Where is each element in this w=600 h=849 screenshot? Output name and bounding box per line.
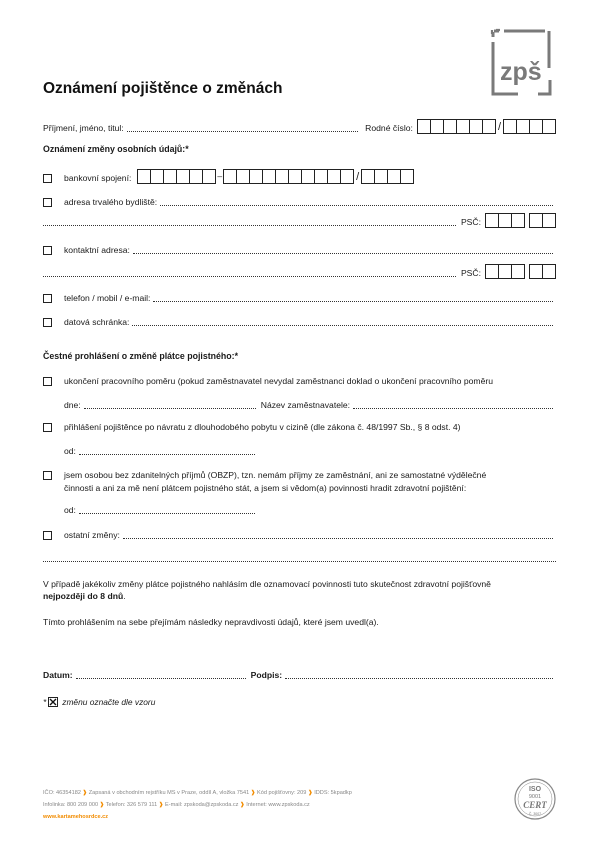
bank-prefix-boxes[interactable] xyxy=(137,169,216,184)
address-label: adresa trvalého bydliště: xyxy=(64,197,158,207)
obzp-text-line2: činnosti a ani za mě není plátcem pojistného stát, a jsem si vědom(a) povinnosti hradit zdravotní pojištění: xyxy=(64,483,467,493)
termination-detail-row xyxy=(64,400,556,411)
notice-line1: V případě jakékoliv změny plátce pojistného nahlásím dle oznamovací povinnosti tuto skutečnost zdravotní pojišťovně xyxy=(43,579,491,589)
notice-end: . xyxy=(123,591,126,601)
contact-psc-label: PSČ: xyxy=(460,268,481,278)
termination-checkbox[interactable] xyxy=(43,377,52,386)
phone-label: telefon / mobil / e-mail: xyxy=(64,293,151,303)
name-label: Příjmení, jméno, titul: xyxy=(43,123,124,133)
termination-date-label: dne: xyxy=(64,400,81,410)
contact-field-2[interactable] xyxy=(43,269,456,277)
return-row xyxy=(43,422,556,433)
footer-line-3 xyxy=(43,812,108,822)
address-row-2 xyxy=(43,213,556,228)
return-from-label: od: xyxy=(64,446,76,456)
contact-checkbox[interactable] xyxy=(43,246,52,255)
iso-text: ISO xyxy=(528,786,542,793)
phone-checkbox[interactable] xyxy=(43,294,52,303)
sample-checked-icon xyxy=(48,697,58,707)
contact-psc-boxes-2[interactable] xyxy=(529,264,556,279)
footer-insurer-code: Kód pojišťovny: 209 xyxy=(257,790,307,796)
termination-date-field[interactable] xyxy=(84,401,256,409)
signature-field[interactable] xyxy=(285,671,553,679)
footer-email[interactable]: E-mail: zpskoda@zpskoda.cz xyxy=(165,802,239,808)
bank-label: bankovní spojení: xyxy=(64,173,132,183)
obzp-row xyxy=(43,470,556,481)
notice-paragraph xyxy=(43,578,556,602)
contact-row-2 xyxy=(43,264,556,279)
footer-ico: IČO: 46354182 xyxy=(43,790,81,796)
birth-number-part1[interactable] xyxy=(417,119,496,134)
footnote-mark: * xyxy=(43,697,47,707)
cert-number: Č. 3007 xyxy=(528,812,542,816)
employer-field[interactable] xyxy=(353,401,553,409)
chevron-icon: ❱ xyxy=(158,802,164,808)
other-checkbox[interactable] xyxy=(43,531,52,540)
name-field[interactable] xyxy=(127,124,358,132)
footer-website[interactable]: Internet: www.zpskoda.cz xyxy=(246,802,310,808)
cert-text: CERT xyxy=(523,800,547,810)
bank-checkbox[interactable] xyxy=(43,174,52,183)
phone-field[interactable] xyxy=(153,294,553,302)
other-label: ostatní změny: xyxy=(64,530,120,540)
other-row xyxy=(43,530,556,541)
chevron-icon: ❱ xyxy=(99,802,105,808)
obzp-from-label: od: xyxy=(64,505,76,515)
signature-row xyxy=(43,670,556,681)
address-psc-boxes-1[interactable] xyxy=(485,213,525,228)
chevron-icon: ❱ xyxy=(307,790,313,796)
address-checkbox[interactable] xyxy=(43,198,52,207)
section-personal-heading: Oznámení změny osobních údajů:* xyxy=(43,144,189,154)
section-payer-heading: Čestné prohlášení o změně plátce pojistného:* xyxy=(43,351,239,361)
address-psc-label: PSČ: xyxy=(460,217,481,227)
databox-label: datová schránka: xyxy=(64,317,130,327)
chevron-icon: ❱ xyxy=(250,790,256,796)
notice-deadline: nejpozději do 8 dnů xyxy=(43,591,124,601)
bank-code-boxes[interactable] xyxy=(361,169,414,184)
employer-label: Název zaměstnavatele: xyxy=(260,400,351,410)
contact-psc-boxes-1[interactable] xyxy=(485,264,525,279)
other-row-2 xyxy=(43,554,556,564)
return-text: přihlášení pojištěnce po návratu z dlouhodobého pobytu v cizině (dle zákona č. 48/1997 Sb., § 8 odst. 4) xyxy=(64,422,461,432)
signature-label: Podpis: xyxy=(250,670,283,680)
obzp-text-line1: jsem osobou bez zdanitelných příjmů (OBZP), tzn. nemám příjmy ze zaměstnání, ani ze samostatné výdělečné xyxy=(64,470,487,480)
iso-number: 9001 xyxy=(528,794,542,800)
address-field[interactable] xyxy=(160,198,553,206)
return-from-field[interactable] xyxy=(79,447,255,455)
databox-row xyxy=(43,317,556,328)
footer-campaign-link[interactable]: www.kartamehosrdce.cz xyxy=(43,814,109,820)
return-checkbox[interactable] xyxy=(43,423,52,432)
birth-number-part2[interactable] xyxy=(503,119,556,134)
obzp-checkbox[interactable] xyxy=(43,471,52,480)
phone-row xyxy=(43,293,556,304)
date-field[interactable] xyxy=(76,671,246,679)
footer-registry: Zapsaná v obchodním rejstříku MS v Praze, oddíl A, vložka 7541 xyxy=(88,790,250,796)
contact-label: kontaktní adresa: xyxy=(64,245,130,255)
contact-row xyxy=(43,245,556,256)
footer-infoline: Infolinka: 800 209 000 xyxy=(43,802,99,808)
address-psc-boxes-2[interactable] xyxy=(529,213,556,228)
contact-field[interactable] xyxy=(133,246,553,254)
termination-text: ukončení pracovního poměru (pokud zaměstnavatel nevydal zaměstnanci doklad o ukončení pracovního poměru xyxy=(64,376,493,386)
footnote-text: změnu označte dle vzoru xyxy=(62,697,156,707)
bank-separator: / xyxy=(356,171,360,183)
birth-number-label: Rodné číslo: xyxy=(365,123,413,133)
declaration-paragraph: Tímto prohlášením na sebe přejímám následky nepravdivosti údajů, které jsem uvedl(a). xyxy=(43,617,379,627)
return-detail-row xyxy=(64,446,258,457)
footer-idds: IDDS: 5kpadkp xyxy=(314,790,352,796)
zps-logo xyxy=(490,28,556,100)
bank-account-boxes[interactable] xyxy=(223,169,354,184)
iso-cert-badge xyxy=(514,778,556,820)
termination-row xyxy=(43,376,556,387)
birth-number-separator: / xyxy=(497,121,501,133)
footer-phone: Telefon: 326 579 111 xyxy=(105,802,158,808)
footer-line-1 xyxy=(43,788,352,798)
chevron-icon: ❱ xyxy=(82,790,88,796)
date-label: Datum: xyxy=(43,670,73,680)
footnote xyxy=(43,697,155,707)
address-row xyxy=(43,197,556,208)
page-title: Oznámení pojištěnce o změnách xyxy=(43,80,283,97)
databox-checkbox[interactable] xyxy=(43,318,52,327)
address-field-2[interactable] xyxy=(43,218,456,226)
footer-line-2 xyxy=(43,800,310,810)
obzp-from-field[interactable] xyxy=(79,506,255,514)
name-birth-row xyxy=(43,119,556,134)
logo-text: zpš xyxy=(500,58,542,86)
bank-dash: – xyxy=(217,171,223,181)
other-field[interactable] xyxy=(123,531,553,539)
obzp-detail-row xyxy=(64,505,258,516)
databox-field[interactable] xyxy=(132,318,553,326)
obzp-row-2 xyxy=(64,483,556,494)
chevron-icon: ❱ xyxy=(240,802,245,808)
other-field-2[interactable] xyxy=(43,554,556,562)
bank-row xyxy=(43,169,414,184)
